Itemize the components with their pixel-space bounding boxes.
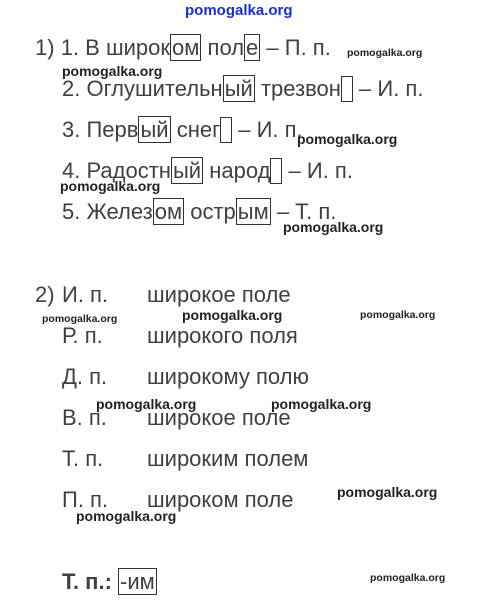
part1-line-1 [35,35,331,61]
word-stem: широк [105,35,171,60]
watermark: pomogalka.org [60,178,161,194]
zero-ending-box [270,158,282,184]
case-phrase: широкому полю [147,364,310,389]
case-phrase: широкого поля [147,323,298,348]
case-name: Т. п. [62,446,104,471]
watermark: pomogalka.org [271,396,372,412]
zero-ending-box [220,117,232,143]
word-stem: Радостн [86,158,171,183]
watermark: pomogalka.org [42,313,118,325]
item-number: 1. [60,35,80,60]
word: трезвон [260,76,341,101]
case-name: В. п. [62,405,107,430]
item-number: 3. [62,117,81,142]
part1-marker: 1) [35,35,55,60]
case-name: П. п. [62,487,109,512]
ending-box: ый [140,117,169,142]
watermark: pomogalka.org [337,484,438,500]
watermark: pomogalka.org [347,47,423,59]
case-label: – И. п. [288,158,353,183]
case-label: – И. п. [359,76,424,101]
ending-box: е [246,35,259,60]
word-stem: Оглушительн [86,76,223,101]
watermark: pomogalka.org [96,396,197,412]
summary-ending-box: -им [120,569,155,594]
case-label: – П. п. [266,35,331,60]
case-name: Р. п. [62,323,103,348]
watermark: pomogalka.org [360,309,436,321]
word: народ [209,158,271,183]
part1-line-2 [62,76,423,102]
case-name: Д. п. [62,364,108,389]
case-phrase: широкое поле [147,282,291,307]
word: снег [176,117,221,142]
case-label: – Т. п. [276,199,337,224]
item-number: 5. [62,199,81,224]
part1-line-3 [62,117,303,143]
watermark: pomogalka.org [182,307,283,323]
watermark: pomogalka.org [76,508,177,524]
case-label: – И. п. [238,117,303,142]
summary-line [62,569,157,595]
ending-box: ый [172,158,202,183]
watermark: pomogalka.org [297,131,398,147]
word-stem: Желез [86,199,153,224]
ending-box: ым [237,199,269,224]
item-number: 2. [62,76,81,101]
watermark: pomogalka.org [62,63,163,79]
watermark: pomogalka.org [370,572,446,584]
case-name: И. п. [62,282,109,307]
watermark: pomogalka.org [283,219,384,235]
ending-box: ом [154,199,183,224]
case-phrase: широким полем [147,446,309,471]
ending-box: ый [224,76,253,101]
word: В [85,35,100,60]
word-stem: пол [207,35,245,60]
word-stem: Перв [86,117,139,142]
case-phrase: широкое поле [147,405,291,430]
case-phrase: широком поле [147,487,294,512]
part2-marker: 2) [35,282,55,307]
header-watermark: pomogalka.org [185,2,293,19]
zero-ending-box [341,76,353,102]
ending-box: ом [172,35,200,60]
summary-label: Т. п.: [62,569,112,594]
item-number: 4. [62,158,81,183]
word-stem: остр [190,199,236,224]
